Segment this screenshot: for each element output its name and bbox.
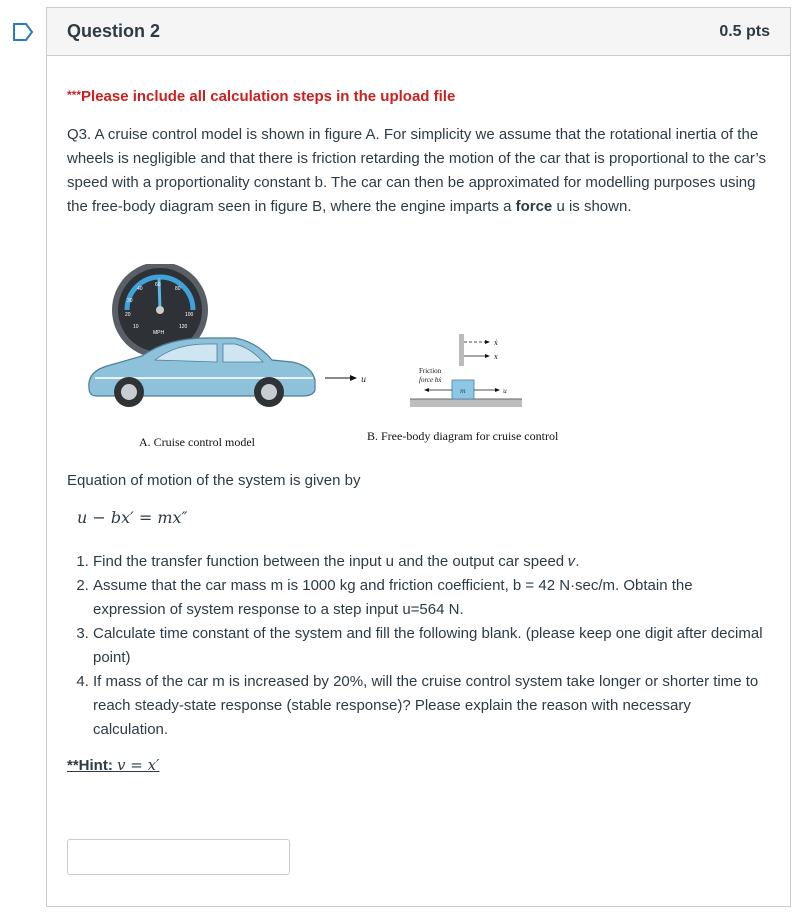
fbd-mass-label: m [460, 388, 466, 395]
free-body-diagram [410, 334, 522, 407]
fbd-u-label: u [503, 388, 507, 395]
answer-input[interactable] [67, 839, 290, 875]
gauge-unit: MPH [153, 330, 165, 336]
gauge-tick: 10 [133, 324, 139, 330]
fbd-friction-label: Friction [419, 367, 442, 375]
upload-note [67, 88, 772, 105]
task-item: 1. Find the transfer function between the input u and the output car speed 𝑣. [93, 550, 767, 574]
fbd-xdot-label: ẋ [494, 339, 498, 347]
question-header [47, 8, 790, 56]
question-body [67, 88, 772, 774]
intro-text-1: Q3. A cruise control model is shown in figure A. For simplicity we assume that the rotational inertia of the wheels is negligible and that there is friction retarding the motion of the car that is proportional to the car’s speed with a proportionality constant b. The car can then be approximated for modelling purposes using the free-body diagram seen in figure B, where the engine imparts a [67, 126, 767, 215]
bookmark-flag-icon[interactable] [12, 22, 34, 42]
intro-text-2: u is shown. [552, 198, 632, 215]
problem-intro [67, 123, 772, 219]
gauge-tick: 20 [125, 312, 131, 318]
cruise-control-figure [67, 264, 772, 464]
gauge-tick: 30 [127, 298, 133, 304]
intro-bold: force [515, 198, 553, 215]
fbd-x-label: x [494, 353, 498, 361]
question-card [46, 7, 791, 907]
caption-b: B. Free-body diagram for cruise control [367, 429, 559, 443]
fbd-force-label: force bẋ [419, 376, 442, 384]
car-icon [89, 338, 315, 407]
note-text: Please include all calculation steps in the upload file [81, 88, 456, 105]
gauge-tick: 40 [137, 286, 143, 292]
task-item: 2. Assume that the car mass m is 1000 kg and friction coefficient, b = 42 N·sec/m. Obtain the expression of system response to a step input u=564 N. [93, 574, 767, 622]
hint-formula: v = x′ [117, 756, 160, 774]
task-item: 3. Calculate time constant of the system and fill the following blank. (please keep one digit after decimal point) [93, 622, 767, 670]
gauge-tick: 100 [185, 312, 194, 318]
question-points: 0.5 pts [719, 22, 770, 40]
gauge-tick: 120 [179, 324, 188, 330]
equation-formula: u − bx′ = mx″ [77, 508, 188, 527]
task-list [67, 550, 767, 742]
hint-label: **Hint: [67, 757, 117, 774]
gauge-tick: 80 [175, 286, 181, 292]
task-item: 4. If mass of the car m is increased by 20%, will the cruise control system take longer or shorter time to reach steady-state response (stable response)? Please explain the reason with necessary calculation. [93, 670, 767, 742]
equation-label: Equation of motion of the system is given by [67, 472, 361, 489]
hint-text [67, 756, 159, 774]
question-title: Question 2 [67, 21, 161, 41]
gauge-tick: 60 [155, 282, 161, 288]
note-stars: *** [67, 88, 82, 102]
car-arrow-label: u [361, 375, 367, 384]
caption-a: A. Cruise control model [139, 435, 255, 449]
car-force-arrow [325, 375, 366, 384]
